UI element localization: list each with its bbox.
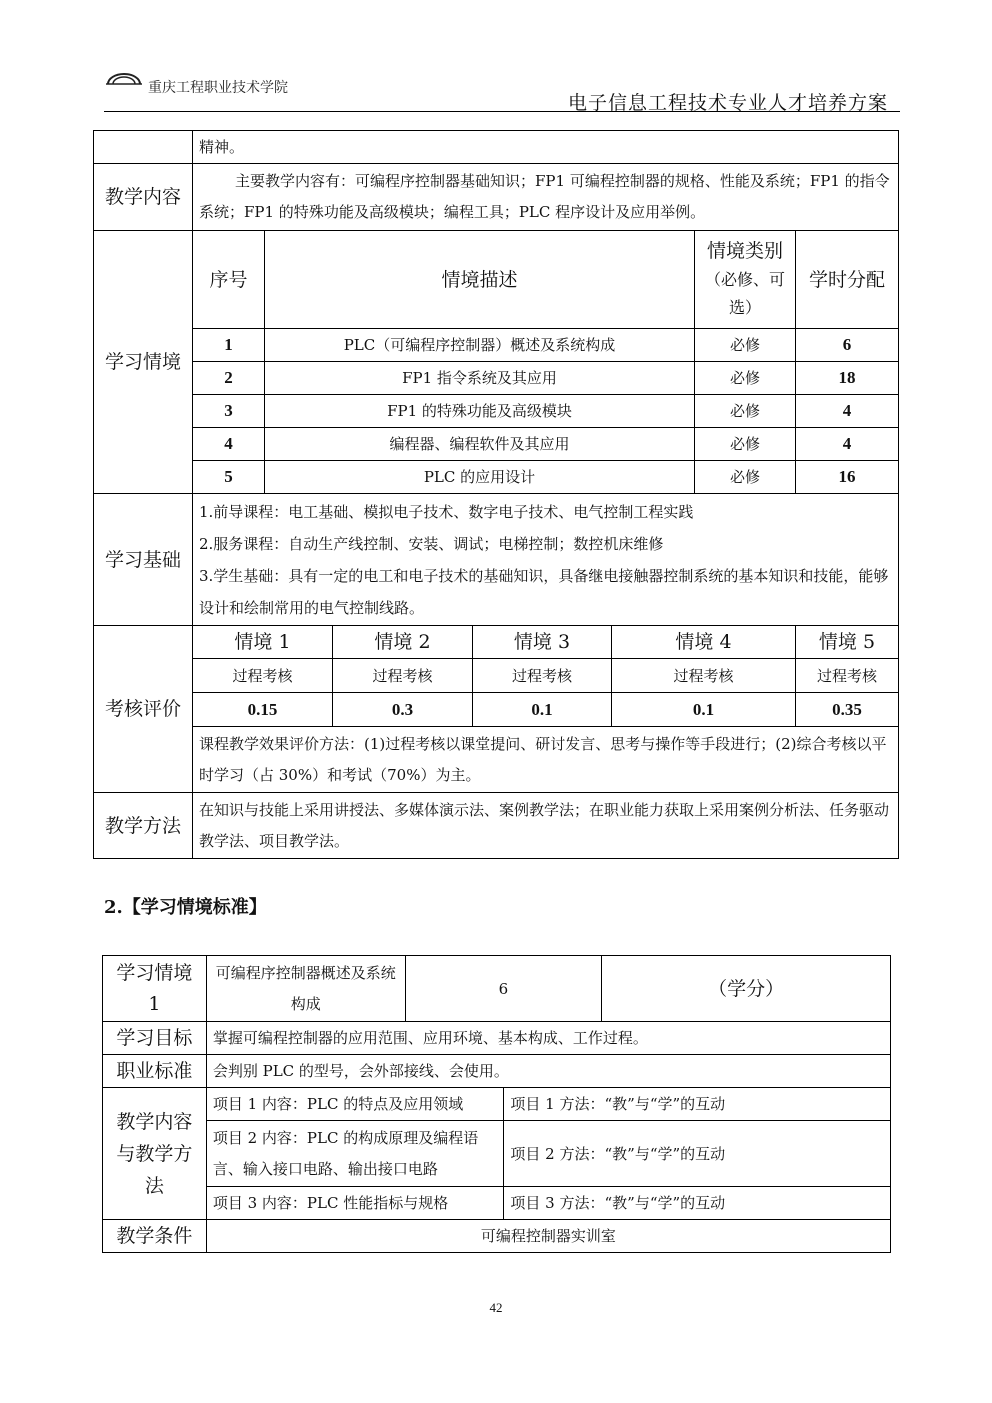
- foundation-line-2: 2.服务课程：自动生产线控制、安装、调试；电梯控制；数控机床维修: [199, 535, 664, 553]
- situation-type: 必修: [695, 395, 796, 428]
- assess-weight: 0.15: [193, 693, 333, 727]
- assess-weight: 0.3: [333, 693, 473, 727]
- situation-hours: 18: [796, 362, 899, 395]
- situation-hours: 4: [796, 395, 899, 428]
- assess-situation: 情境 5: [796, 626, 899, 659]
- assess-situation: 情境 1: [193, 626, 333, 659]
- situation-type: 必修: [695, 428, 796, 461]
- goal-label: 学习目标: [103, 1022, 207, 1055]
- situation-name: 可编程序控制器概述及系统构成: [206, 956, 405, 1022]
- col-header-type: 情境类别 （必修、可 选）: [695, 231, 796, 329]
- foundation-line-3: 3.学生基础：具有一定的电工和电子技术的基础知识，具备继电接触器控制系统的基本知识和技能，能够设计和绘制常用的电气控制线路。: [199, 567, 889, 617]
- situation-desc: FP1 指令系统及其应用: [265, 362, 695, 395]
- situation-type: 必修: [695, 461, 796, 494]
- situation-hours: 4: [796, 428, 899, 461]
- course-info-table: [93, 130, 899, 859]
- condition-text: 可编程控制器实训室: [206, 1220, 890, 1253]
- assess-weight: 0.35: [796, 693, 899, 727]
- methods-label: 教学方法: [94, 793, 193, 859]
- page-number: 42: [489, 1300, 503, 1315]
- item-method: 项目 3 方法：“教”与“学”的互动: [504, 1187, 891, 1220]
- foundation-label: 学习基础: [94, 494, 193, 626]
- item-method: 项目 1 方法：“教”与“学”的互动: [504, 1088, 891, 1121]
- situation-desc: 编程器、编程软件及其应用: [265, 428, 695, 461]
- situation-no: 2: [193, 362, 265, 395]
- situation-label: 学习情境 1: [103, 956, 207, 1022]
- assess-method-text: 课程教学效果评价方法：(1)过程考核以课堂提问、研讨发言、思考与操作等手段进行；(2)综合考核以平时学习（占 30%）和考试（70%）为主。: [193, 727, 899, 793]
- assess-situation: 情境 3: [473, 626, 612, 659]
- header-divider: [104, 111, 900, 112]
- situation-hours: 16: [796, 461, 899, 494]
- top-cell-text: 精神。: [193, 131, 899, 164]
- item-content: 项目 1 内容：PLC 的特点及应用领域: [206, 1088, 504, 1121]
- foundation-line-1: 1.前导课程：电工基础、模拟电子技术、数字电子技术、电气控制工程实践: [199, 503, 694, 521]
- section-title: 2.【学习情境标准】: [104, 897, 267, 918]
- assess-type: 过程考核: [473, 659, 612, 693]
- document-title: 电子信息工程技术专业人才培养方案: [567, 92, 888, 114]
- assessment-label: 考核评价: [94, 626, 193, 793]
- item-method: 项目 2 方法：“教”与“学”的互动: [504, 1121, 891, 1187]
- situation-hours-value: 6: [405, 956, 602, 1022]
- content-text: 主要教学内容有：可编程序控制器基础知识；FP1 可编程控制器的规格、性能及系统；FP1 的指令系统；FP1 的特殊功能及高级模块；编程工具；PLC 程序设计及应用举例。: [193, 164, 899, 231]
- standard-label: 职业标准: [103, 1055, 207, 1088]
- assess-situation: 情境 4: [612, 626, 796, 659]
- assess-weight: 0.1: [612, 693, 796, 727]
- school-logo: [104, 70, 334, 94]
- situation-hours: 6: [796, 329, 899, 362]
- assess-type: 过程考核: [193, 659, 333, 693]
- standard-text: 会判别 PLC 的型号，会外部接线、会使用。: [206, 1055, 890, 1088]
- situation-desc: PLC 的应用设计: [265, 461, 695, 494]
- situation-type: 必修: [695, 362, 796, 395]
- col-header-no: 序号: [193, 231, 265, 329]
- col-header-hours: 学时分配: [796, 231, 899, 329]
- assess-situation: 情境 2: [333, 626, 473, 659]
- condition-label: 教学条件: [103, 1220, 207, 1253]
- item-content: 项目 3 内容：PLC 性能指标与规格: [206, 1187, 504, 1220]
- methods-text: 在知识与技能上采用讲授法、多媒体演示法、案例教学法；在职业能力获取上采用案例分析法、任务驱动教学法、项目教学法。: [193, 793, 899, 859]
- credit-label: （学分）: [602, 956, 891, 1022]
- situation-desc: FP1 的特殊功能及高级模块: [265, 395, 695, 428]
- situation-desc: PLC（可编程序控制器）概述及系统构成: [265, 329, 695, 362]
- item-content: 项目 2 内容：PLC 的构成原理及编程语言、输入接口电路、输出接口电路: [206, 1121, 504, 1187]
- situations-label: 学习情境: [94, 231, 193, 494]
- assess-type: 过程考核: [612, 659, 796, 693]
- content-method-label: 教学内容 与教学方 法: [103, 1088, 207, 1220]
- foundation-text: [193, 494, 899, 626]
- situation-no: 5: [193, 461, 265, 494]
- situation-no: 1: [193, 329, 265, 362]
- situation-type: 必修: [695, 329, 796, 362]
- assess-type: 过程考核: [333, 659, 473, 693]
- situation-no: 4: [193, 428, 265, 461]
- situation-standard-table: [102, 955, 891, 1253]
- content-label: 教学内容: [94, 164, 193, 231]
- situation-no: 3: [193, 395, 265, 428]
- goal-text: 掌握可编程控制器的应用范围、应用环境、基本构成、工作过程。: [206, 1022, 890, 1055]
- col-header-desc: 情境描述: [265, 231, 695, 329]
- assess-weight: 0.1: [473, 693, 612, 727]
- logo-text: 重庆工程职业技术学院: [148, 80, 288, 94]
- assess-type: 过程考核: [796, 659, 899, 693]
